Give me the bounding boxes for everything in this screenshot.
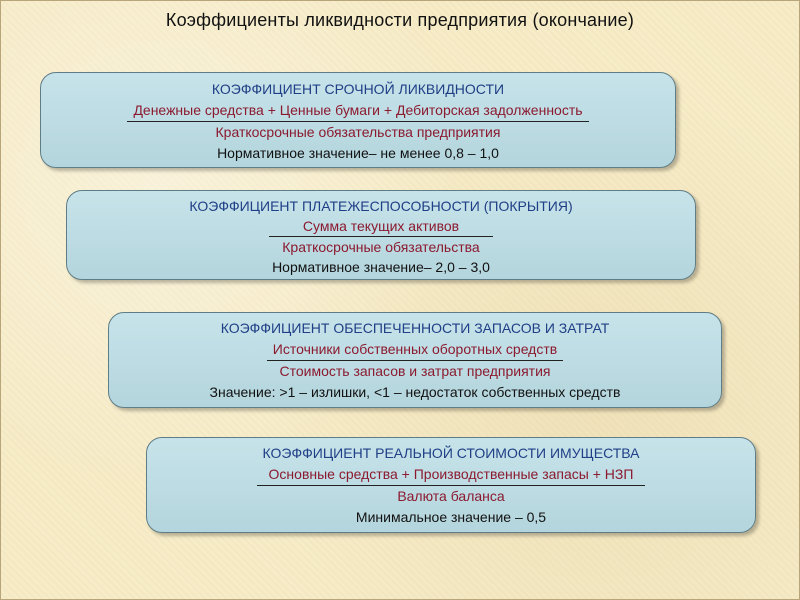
inventory-coverage-card	[108, 312, 722, 408]
quick-ratio-card	[40, 72, 676, 168]
normative-value: Нормативное значение– не менее 0,8 – 1,0	[217, 145, 499, 161]
card-heading: КОЭФФИЦИЕНТ ПЛАТЕЖЕСПОСОБНОСТИ (ПОКРЫТИЯ)	[189, 198, 573, 214]
real-property-value-card	[146, 437, 756, 533]
formula-denominator: Стоимость запасов и затрат предприятия	[279, 363, 551, 379]
formula-numerator: Источники собственных оборотных средств	[267, 339, 563, 361]
formula-denominator: Краткосрочные обязательства предприятия	[215, 124, 501, 140]
formula-numerator: Денежные средства + Ценные бумаги + Дебиторская задолженность	[127, 100, 588, 122]
formula-numerator: Основные средства + Производственные запасы + НЗП	[257, 464, 646, 486]
formula-denominator: Краткосрочные обязательства	[282, 239, 480, 255]
card-heading: КОЭФФИЦИЕНТ СРОЧНОЙ ЛИКВИДНОСТИ	[211, 81, 505, 97]
normative-value: Нормативное значение– 2,0 – 3,0	[272, 259, 490, 275]
normative-value: Значение: >1 – излишки, <1 – недостаток собственных средств	[209, 384, 621, 400]
formula-denominator: Валюта баланса	[397, 488, 505, 504]
solvency-ratio-card	[66, 190, 696, 280]
normative-value: Минимальное значение – 0,5	[355, 509, 547, 525]
formula-numerator: Сумма текущих активов	[269, 216, 493, 237]
card-heading: КОЭФФИЦИЕНТ ОБЕСПЕЧЕННОСТИ ЗАПАСОВ И ЗАТРАТ	[220, 320, 610, 336]
card-heading: КОЭФФИЦИЕНТ РЕАЛЬНОЙ СТОИМОСТИ ИМУЩЕСТВА	[262, 445, 640, 461]
slide-title: Коэффициенты ликвидности предприятия (окончание)	[165, 10, 635, 30]
